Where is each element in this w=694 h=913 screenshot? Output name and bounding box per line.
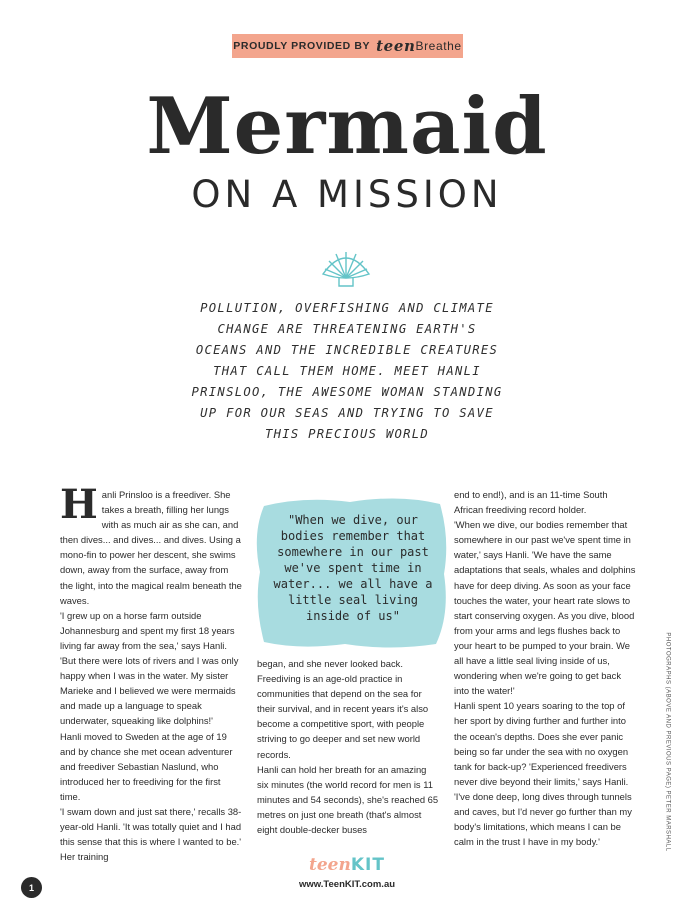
page-number: 1 — [21, 877, 42, 898]
footer-url[interactable]: www.TeenKIT.com.au — [298, 879, 396, 890]
paragraph: Hanli moved to Sweden at the age of 19 and by chance she met ocean adventurer and freediver Sebastian Naslund, who introduced her to freediving for the first time. — [60, 730, 233, 802]
article-column-2 — [257, 656, 439, 837]
paragraph: end to end!), and is an 11-time South African freediving record holder. — [454, 489, 608, 516]
paragraph: Hanli spent 10 years soaring to the top of her sport by diving further and further into the ocean's depths. Does she ever panic being so far under the sea with no oxygen tank for back-up? 'Experienced freedivers never dive beyond their limits,' says Hanli. 'I've done deep, long dives through tunnels and caves, but I'd never go further than my body's limitations, which means I can be calm in the trust I have in my body.' — [454, 700, 632, 848]
seashell-icon — [319, 248, 373, 288]
paragraph: 'When we dive, our bodies remember that somewhere in our past we've spent time in water,' says Hanli. 'We have the same adaptations that seals, whales and dolphins have for deep diving. As soon as your face touches the water, your heart rate slows to start conserving oxygen. As you dive, blood from your arms and legs flushes back to your heart to be pumped to your brain. We all have a little seal living inside of us, wondering when we're going to get back into the water!' — [454, 519, 636, 697]
drop-cap: H — [60, 481, 98, 528]
paragraph: Hanli can hold her breath for an amazing six minutes (the world record for men is 11 minutes and 54 seconds), she's reached 65 metres on just one breath (that's almost eight double-decker buses — [257, 763, 439, 836]
footer-logo-kit: KIT — [350, 855, 385, 875]
banner-label: PROUDLY PROVIDED BY — [233, 40, 371, 52]
banner-brand-teen: teen — [376, 37, 416, 55]
page-subtitle: ON A MISSION — [191, 173, 503, 216]
pull-quote: "When we dive, our bodies remember that somewhere in our past we've spent time in water... we all have a little seal living inside of us" — [273, 513, 433, 623]
article-column-3 — [454, 487, 636, 849]
page-title: Mermaid — [146, 81, 548, 172]
footer-logo — [0, 855, 694, 875]
paragraph: anli Prinsloo is a freediver. She takes a breath, filling her lungs with as much air as she can, and then dives... and dives... and dives. Using a mono-fin to power her descent, she swims down, away from the surface, away from the light, into the magical realm beneath the waves. — [60, 489, 242, 606]
photo-credit — [661, 622, 675, 862]
article-column-1 — [60, 481, 242, 864]
sponsor-banner — [232, 34, 463, 58]
paragraph: 'I swam down and just sat there,' recalls 38-year-old Hanli. 'It was totally quiet and I had this sense that this is where I wanted to be.' Her training — [60, 805, 242, 863]
footer-logo-teen: teen — [309, 855, 351, 875]
photo-credit-text: PHOTOGRAPHS (ABOVE AND PREVIOUS PAGE) PETER MARSHALL — [665, 632, 672, 852]
banner-brand-breathe: Breathe — [415, 39, 462, 53]
paragraph: began, and she never looked back. Freediving is an age-old practice in communities that depend on the sea for their survival, and in recent years it's also become a competitive sport, with people striving to go deeper and set new world records. — [257, 658, 429, 760]
paragraph: 'I grew up on a horse farm outside Johannesburg and spent my first 18 years living far away from the sea,' says Hanli. 'But there were lots of rivers and I was only happy when I was in the water. My sister Marieke and I believed we were mermaids and made up a language to speak underwater, squeaking like dolphins!' — [60, 609, 239, 727]
intro-standfirst: POLLUTION, OVERFISHING AND CLIMATE CHANGE ARE THREATENING EARTH'S OCEANS AND THE INCREDIBLE CREATURES THAT CALL THEM HOME. MEET HANLI PRINSLOO, THE AWESOME WOMAN STANDING UP FOR OUR SEAS AND TRYING TO SAVE THIS PRECIOUS WORLD — [191, 301, 503, 441]
